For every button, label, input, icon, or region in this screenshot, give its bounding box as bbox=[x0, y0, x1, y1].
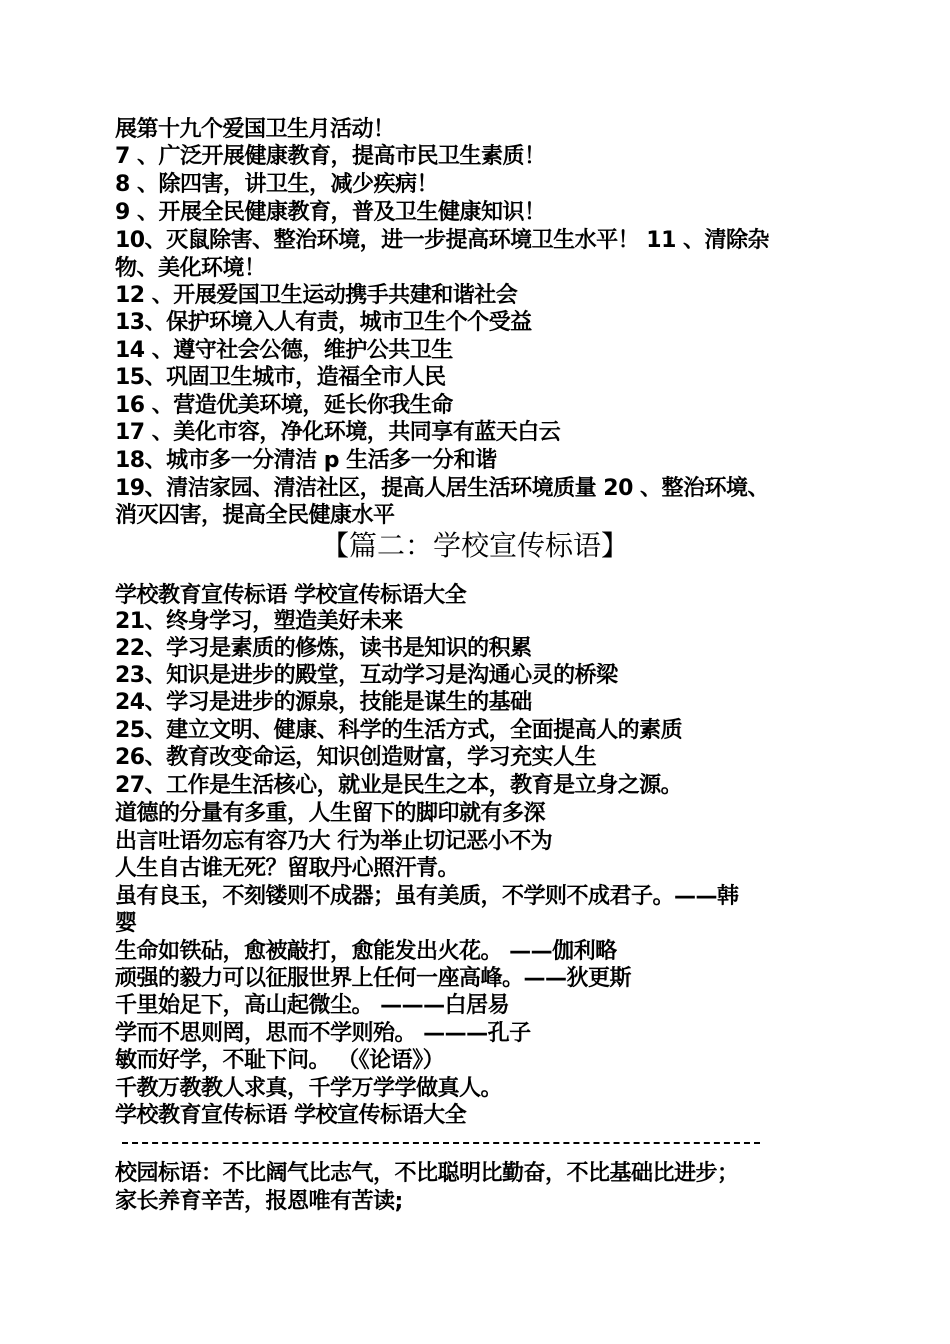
slogan-item: 24、学习是进步的源泉，技能是谋生的基础 bbox=[115, 690, 532, 715]
slogan-item: 9 、开展全民健康教育，普及卫生健康知识！ bbox=[115, 200, 546, 225]
slogan-item: 15、巩固卫生城市，造福全市人民 bbox=[115, 365, 446, 390]
quote-line: 生命如铁砧，愈被敲打，愈能发出火花。 ——伽利略 bbox=[115, 939, 617, 964]
quote-line: 学而不思则罔，思而不学则殆。 ———孔子 bbox=[115, 1021, 531, 1046]
quote-line: 人生自古谁无死？留取丹心照汗青。 bbox=[115, 856, 460, 881]
quote-line: 虽有良玉，不刻镂则不成器；虽有美质，不学则不成君子。——韩 bbox=[115, 884, 739, 909]
slogan-item: 23、知识是进步的殿堂，互动学习是沟通心灵的桥梁 bbox=[115, 663, 618, 688]
quote-line: 道德的分量有多重，人生留下的脚印就有多深 bbox=[115, 801, 546, 826]
slogan-item: 22、学习是素质的修炼，读书是知识的积累 bbox=[115, 636, 532, 661]
slogan-item: 16 、营造优美环境，延长你我生命 bbox=[115, 393, 453, 418]
slogan-item: 19、清洁家园、清洁社区，提高人居生活环境质量 20 、整治环境、 bbox=[115, 476, 770, 501]
slogan-item: 21、终身学习，塑造美好未来 bbox=[115, 609, 403, 634]
section-heading: 【篇二：学校宣传标语】 bbox=[320, 529, 629, 562]
slogan-item: 7 、广泛开展健康教育，提高市民卫生素质！ bbox=[115, 144, 546, 169]
text-line: 物、美化环境！ bbox=[115, 256, 266, 281]
slogan-item: 8 、除四害，讲卫生，减少疾病！ bbox=[115, 172, 438, 197]
slogan-item: 家长养育辛苦，报恩唯有苦读; bbox=[115, 1189, 403, 1214]
quote-line: 千教万教教人求真，千学万学学做真人。 bbox=[115, 1076, 503, 1101]
subtitle-line: 学校教育宣传标语 学校宣传标语大全 bbox=[115, 583, 467, 608]
slogan-item: 14 、遵守社会公德，维护公共卫生 bbox=[115, 338, 453, 363]
quote-line: 敏而好学，不耻下问。 （《论语》） bbox=[115, 1048, 445, 1073]
slogan-item: 校园标语：不比阔气比志气，不比聪明比勤奋，不比基础比进步； bbox=[115, 1161, 739, 1186]
quote-line: 出言吐语勿忘有容乃大 行为举止切记恶小不为 bbox=[115, 829, 553, 854]
text-line: 消灭囚害，提高全民健康水平 bbox=[115, 503, 395, 528]
slogan-item: 26、教育改变命运，知识创造财富，学习充实人生 bbox=[115, 745, 597, 770]
dashed-divider bbox=[122, 1142, 760, 1144]
slogan-item: 27、工作是生活核心，就业是民生之本，教育是立身之源。 bbox=[115, 773, 683, 798]
slogan-item: 25、建立文明、健康、科学的生活方式，全面提高人的素质 bbox=[115, 718, 683, 743]
slogan-item: 10、灭鼠除害、整治环境，进一步提高环境卫生水平！ 11 、清除杂 bbox=[115, 228, 770, 253]
quote-line: 顽强的毅力可以征服世界上任何一座高峰。——狄更斯 bbox=[115, 966, 632, 991]
slogan-item: 12 、开展爱国卫生运动携手共建和谐社会 bbox=[115, 283, 518, 308]
quote-line: 婴 bbox=[115, 911, 137, 936]
quote-line: 千里始足下，高山起微尘。 ———白居易 bbox=[115, 993, 510, 1018]
slogan-item: 17 、美化市容，净化环境，共同享有蓝天白云 bbox=[115, 420, 561, 445]
slogan-item: 13、保护环境入人有责，城市卫生个个受益 bbox=[115, 310, 532, 335]
subtitle-line: 学校教育宣传标语 学校宣传标语大全 bbox=[115, 1103, 467, 1128]
text-line: 展第十九个爱国卫生月活动！ bbox=[115, 117, 395, 142]
slogan-item: 18、城市多一分清洁 p 生活多一分和谐 bbox=[115, 448, 497, 473]
